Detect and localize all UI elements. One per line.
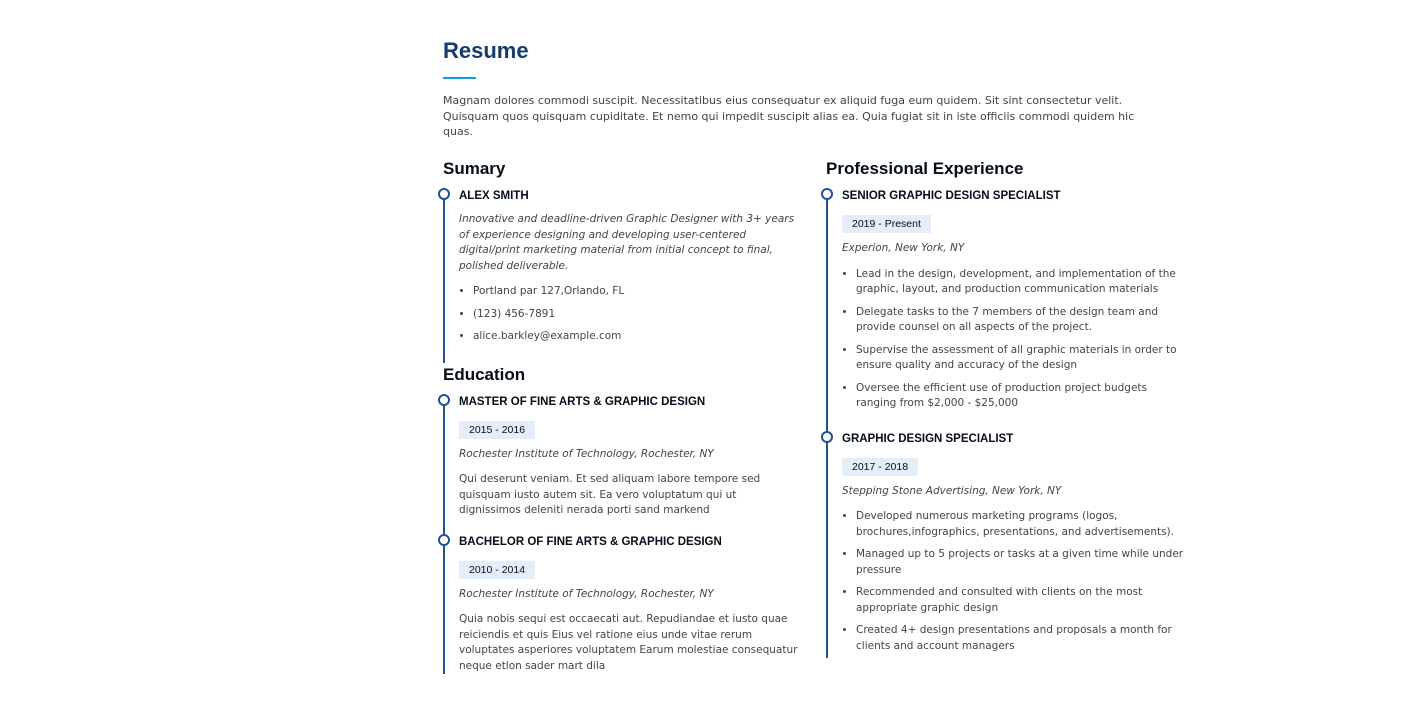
list-item: • Oversee the efficient use of production project budgets ranging from $2,000 - $25,000	[856, 381, 1186, 412]
experience-years: 2019 - Present	[842, 215, 931, 233]
education-degree: BACHELOR OF FINE ARTS & GRAPHIC DESIGN	[459, 535, 722, 548]
experience-bullets	[842, 267, 1186, 412]
experience-heading: Professional Experience	[826, 159, 1024, 178]
right-column	[826, 157, 1186, 658]
education-years: 2015 - 2016	[459, 421, 535, 439]
education-item	[443, 534, 799, 675]
education-years: 2010 - 2014	[459, 561, 535, 579]
education-description: Qui deserunt veniam. Et sed aliquam labore tempore sed quisquam iusto autem sit. Ea vero voluptatum qui ut dignissimos deleniti nerada porti sand markend	[459, 473, 761, 516]
summary-name: ALEX SMITH	[459, 190, 529, 202]
education-degree: MASTER OF FINE ARTS & GRAPHIC DESIGN	[459, 395, 706, 408]
list-item: • Created 4+ design presentations and proposals a month for clients and account managers	[856, 623, 1186, 654]
experience-company: Experion, New York, NY	[842, 242, 965, 254]
list-item: • Recommended and consulted with clients on the most appropriate graphic design	[856, 585, 1186, 616]
experience-years: 2017 - 2018	[842, 458, 918, 476]
education-school: Rochester Institute of Technology, Rochester, NY	[459, 447, 714, 460]
education-description: Quia nobis sequi est occaecati aut. Repudiandae et iusto quae reiciendis et quis Eius vel ratione eius unde vitae rerum voluptates asperiores voluptatem Earum molestiae consequatur neque etlon sader mart dila	[459, 613, 798, 672]
education-item	[443, 394, 799, 537]
experience-role: GRAPHIC DESIGN SPECIALIST	[842, 432, 1014, 445]
experience-item	[826, 188, 1186, 434]
list-item: • Supervise the assessment of all graphic materials in order to ensure quality and accuracy of the design	[856, 343, 1186, 374]
education-school: Rochester Institute of Technology, Rochester, NY	[459, 587, 714, 600]
list-item: • Managed up to 5 projects or tasks at a given time while under pressure	[856, 547, 1186, 578]
experience-company: Stepping Stone Advertising, New York, NY	[842, 484, 1062, 497]
education-heading: Education	[443, 364, 526, 384]
experience-item	[826, 431, 1186, 659]
list-item: • Delegate tasks to the 7 members of the design team and provide counsel on all aspects of the project.	[856, 305, 1186, 336]
experience-role: SENIOR GRAPHIC DESIGN SPECIALIST	[842, 190, 1061, 202]
summary-heading: Sumary	[443, 159, 506, 178]
title-underline	[443, 77, 476, 79]
left-column	[443, 157, 799, 674]
experience-bullets	[842, 509, 1186, 654]
contact-address: • Portland par 127,Orlando, FL	[473, 284, 799, 300]
contact-list	[459, 284, 799, 345]
list-item: • Developed numerous marketing programs (logos, brochures,infographics, presentations, and advertisements).	[856, 509, 1186, 540]
summary-description: Innovative and deadline-driven Graphic Designer with 3+ years of experience designing and developing user-centered digital/print marketing material from initial concept to final, polished deliverable.	[459, 213, 795, 272]
contact-phone: • (123) 456-7891	[473, 307, 799, 323]
list-item: • Lead in the design, development, and implementation of the graphic, layout, and production communication materials	[856, 267, 1186, 298]
intro-text: Magnam dolores commodi suscipit. Necessitatibus eius consequatur ex aliquid fuga eum quidem. Sit sint consectetur velit. Quisquam quos quisquam cupiditate. Et nemo qui impedit suscipit alias ea. Quia fugiat sit in iste officiis commodi quidem hic quas.	[443, 94, 1135, 138]
section-title: Resume	[443, 38, 529, 63]
contact-email: • alice.barkley@example.com	[473, 329, 799, 345]
summary-item	[443, 188, 799, 363]
